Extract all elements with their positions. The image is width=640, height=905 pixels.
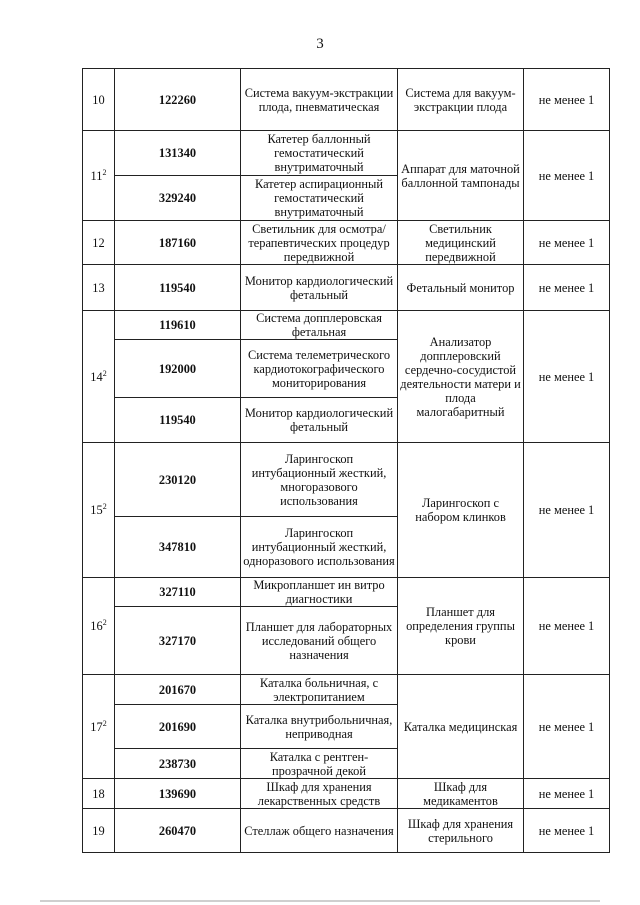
required-quantity: не менее 1	[524, 809, 610, 853]
equipment-name: Фетальный монитор	[398, 265, 524, 311]
required-quantity: не менее 1	[524, 265, 610, 311]
device-type-name: Ларингоскоп интубационный жесткий, одноразового использования	[241, 517, 398, 578]
device-type-code: 192000	[115, 340, 241, 398]
row-number: 13	[83, 265, 115, 311]
required-quantity: не менее 1	[524, 69, 610, 131]
device-type-code: 201690	[115, 705, 241, 749]
device-type-code: 119540	[115, 398, 241, 443]
device-type-name: Система телеметрического кардиотокографического мониторирования	[241, 340, 398, 398]
equipment-name: Система для вакуум-экстракции плода	[398, 69, 524, 131]
device-type-name: Система допплеровская фетальная	[241, 311, 398, 340]
equipment-name: Анализатор допплеровский сердечно-сосудистой деятельности матери и плода малогабаритный	[398, 311, 524, 443]
device-type-name: Катетер аспирационный гемостатический внутриматочный	[241, 176, 398, 221]
footnote-mark: 2	[102, 617, 107, 627]
device-type-code: 131340	[115, 131, 241, 176]
table-row	[83, 311, 610, 340]
device-type-code: 119540	[115, 265, 241, 311]
table-row	[83, 131, 610, 176]
device-type-name: Система вакуум-экстракции плода, пневматическая	[241, 69, 398, 131]
table-row	[83, 443, 610, 517]
row-number: 19	[83, 809, 115, 853]
footnote-mark: 2	[102, 501, 107, 511]
required-quantity: не менее 1	[524, 443, 610, 578]
equipment-name: Шкаф для медикаментов	[398, 779, 524, 809]
table-row	[83, 675, 610, 705]
equipment-table	[82, 68, 610, 853]
device-type-code: 230120	[115, 443, 241, 517]
required-quantity: не менее 1	[524, 779, 610, 809]
device-type-name: Катетер баллонный гемостатический внутриматочный	[241, 131, 398, 176]
device-type-code: 119610	[115, 311, 241, 340]
equipment-name: Планшет для определения группы крови	[398, 578, 524, 675]
device-type-code: 238730	[115, 749, 241, 779]
device-type-name: Каталка с рентген-прозрачной декой	[241, 749, 398, 779]
device-type-name: Светильник для осмотра/терапевтических процедур передвижной	[241, 221, 398, 265]
equipment-name: Шкаф для хранения стерильного	[398, 809, 524, 853]
required-quantity: не менее 1	[524, 221, 610, 265]
device-type-code: 327110	[115, 578, 241, 607]
device-type-code: 347810	[115, 517, 241, 578]
device-type-code: 187160	[115, 221, 241, 265]
equipment-name: Аппарат для маточной баллонной тампонады	[398, 131, 524, 221]
footnote-mark: 2	[102, 167, 107, 177]
footnote-mark: 2	[102, 368, 107, 378]
device-type-code: 327170	[115, 607, 241, 675]
required-quantity: не менее 1	[524, 131, 610, 221]
device-type-name: Каталка внутрибольничная, неприводная	[241, 705, 398, 749]
required-quantity: не менее 1	[524, 311, 610, 443]
equipment-name: Каталка медицинская	[398, 675, 524, 779]
table-row	[83, 809, 610, 853]
table-row	[83, 779, 610, 809]
row-number: $15^2$	[83, 443, 115, 578]
row-number: $14^2$	[83, 311, 115, 443]
device-type-name: Шкаф для хранения лекарственных средств	[241, 779, 398, 809]
table-row	[83, 265, 610, 311]
required-quantity: не менее 1	[524, 578, 610, 675]
row-number: 12	[83, 221, 115, 265]
device-type-code: 329240	[115, 176, 241, 221]
row-number: 18	[83, 779, 115, 809]
device-type-name: Планшет для лабораторных исследований общего назначения	[241, 607, 398, 675]
device-type-name: Каталка больничная, с электропитанием	[241, 675, 398, 705]
row-number: $11^2$	[83, 131, 115, 221]
table-row	[83, 69, 610, 131]
device-type-code: 139690	[115, 779, 241, 809]
table-row	[83, 221, 610, 265]
device-type-code: 260470	[115, 809, 241, 853]
required-quantity: не менее 1	[524, 675, 610, 779]
device-type-code: 122260	[115, 69, 241, 131]
device-type-code: 201670	[115, 675, 241, 705]
scan-edge-line	[40, 900, 600, 902]
device-type-name: Монитор кардиологический фетальный	[241, 265, 398, 311]
row-number: 10	[83, 69, 115, 131]
equipment-name: Ларингоскоп с набором клинков	[398, 443, 524, 578]
row-number: $17^2$	[83, 675, 115, 779]
device-type-name: Монитор кардиологический фетальный	[241, 398, 398, 443]
table-row	[83, 578, 610, 607]
page-number: 3	[316, 36, 324, 52]
row-number: $16^2$	[83, 578, 115, 675]
footnote-mark: 2	[102, 718, 107, 728]
device-type-name: Ларингоскоп интубационный жесткий, многоразового использования	[241, 443, 398, 517]
equipment-name: Светильник медицинский передвижной	[398, 221, 524, 265]
device-type-name: Микропланшет ин витро диагностики	[241, 578, 398, 607]
device-type-name: Стеллаж общего назначения	[241, 809, 398, 853]
